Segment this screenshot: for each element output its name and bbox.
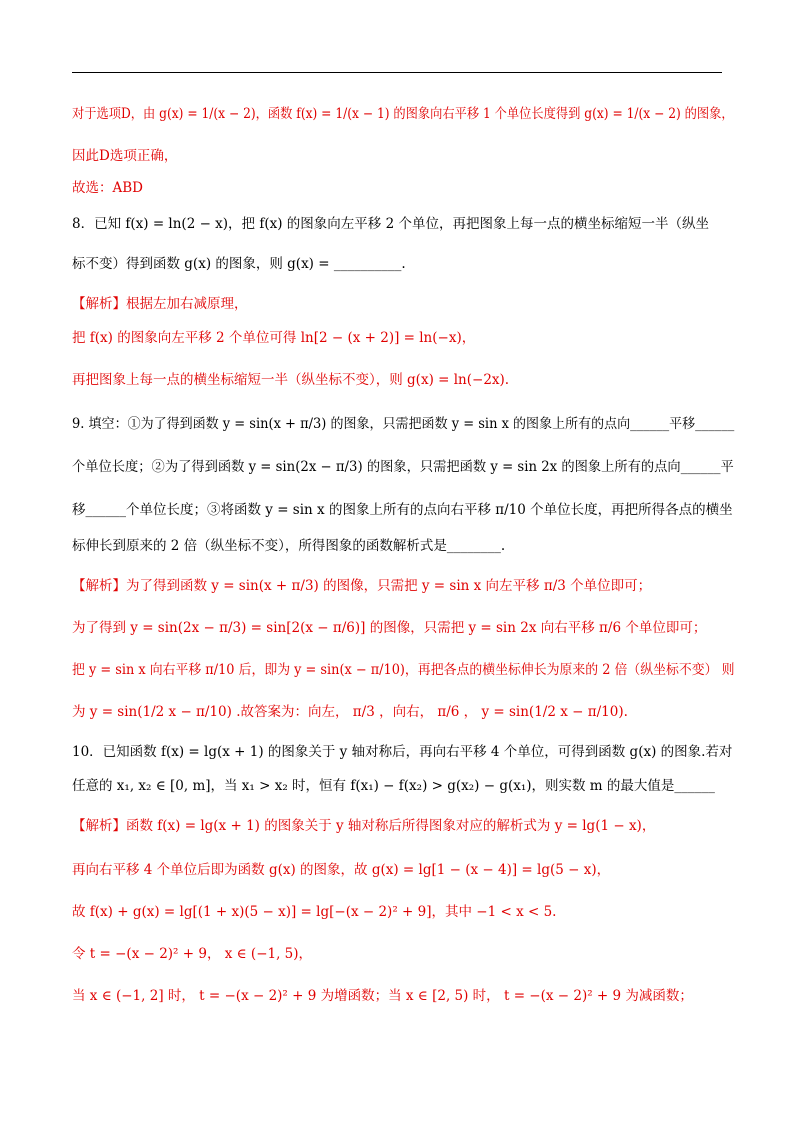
text-line: 10．已知函数 f(x) = lg(x + 1) 的图象关于 y 轴对称后，再向右平移 4 个单位，可得到函数 g(x) 的图象.若对 <box>72 744 733 760</box>
text-line: 【解析】为了得到函数 y = sin(x + π/3) 的图像，只需把 y = sin x 向左平移 π/3 个单位即可； <box>72 578 652 594</box>
text-line: 把 f(x) 的图象向左平移 2 个单位可得 ln[2 − (x + 2)] = ln(−x)， <box>72 330 476 346</box>
text-line: 9. 填空：①为了得到函数 y = sin(x + π/3) 的图象，只需把函数 y = sin x 的图象上所有的点向______平移______ <box>72 416 735 432</box>
text-line: 8．已知 f(x) = ln(2 − x)，把 f(x) 的图象向左平移 2 个单位，再把图象上每一点的横坐标缩短一半（纵坐 <box>72 216 709 232</box>
text-line: 为 y = sin(1/2 x − π/10) .故答案为：向左， π/3 ，向右， π/6 ， y = sin(1/2 x − π/10). <box>72 704 628 720</box>
text-line: 把 y = sin x 向右平移 π/10 后，即为 y = sin(x − π/10)，再把各点的横坐标伸长为原来的 2 倍（纵坐标不变） 则 <box>72 662 735 678</box>
text-line: 移______个单位长度；③将函数 y = sin x 的图象上所有的点向右平移 π/10 个单位长度，再把所得各点的横坐 <box>72 502 733 518</box>
text-line: 【解析】函数 f(x) = lg(x + 1) 的图象关于 y 轴对称后所得图象对应的解析式为 y = lg(1 − x)， <box>72 818 656 834</box>
text-line: 任意的 x₁, x₂ ∈ [0, m]，当 x₁ > x₂ 时，恒有 f(x₁) − f(x₂) > g(x₂) − g(x₁)，则实数 m 的最大值是______ <box>72 778 715 794</box>
text-line: 再把图象上每一点的横坐标缩短一半（纵坐标不变），则 g(x) = ln(−2x). <box>72 372 510 388</box>
header-rule <box>72 72 722 73</box>
text-line: 【解析】根据左加右减原理， <box>72 296 248 312</box>
text-line: 当 x ∈ (−1, 2] 时， t = −(x − 2)² + 9 为增函数；当 x ∈ [2, 5) 时， t = −(x − 2)² + 9 为减函数； <box>72 988 693 1004</box>
text-line: 对于选项D，由 g(x) = 1/(x − 2)，函数 f(x) = 1/(x − 1) 的图象向右平移 1 个单位长度得到 g(x) = 1/(x − 2) 的图象， <box>72 106 734 122</box>
text-line: 标不变）得到函数 g(x) 的图象，则 g(x) = __________. <box>72 256 406 272</box>
text-line: 标伸长到原来的 2 倍（纵坐标不变），所得图象的函数解析式是________. <box>72 538 506 554</box>
text-line: 因此D选项正确， <box>72 148 178 164</box>
text-line: 故选：ABD <box>72 180 143 196</box>
text-line: 故 f(x) + g(x) = lg[(1 + x)(5 − x)] = lg[−(x − 2)² + 9]，其中 −1 < x < 5. <box>72 904 557 920</box>
text-line: 为了得到 y = sin(2x − π/3) = sin[2(x − π/6)] 的图像，只需把 y = sin 2x 向右平移 π/6 个单位即可； <box>72 620 707 636</box>
text-line: 再向右平移 4 个单位后即为函数 g(x) 的图象，故 g(x) = lg[1 − (x − 4)] = lg(5 − x)， <box>72 862 611 878</box>
text-line: 个单位长度；②为了得到函数 y = sin(2x − π/3) 的图象，只需把函数 y = sin 2x 的图象上所有的点向______平 <box>72 459 734 475</box>
text-line: 令 t = −(x − 2)² + 9， x ∈ (−1, 5)， <box>72 946 313 962</box>
